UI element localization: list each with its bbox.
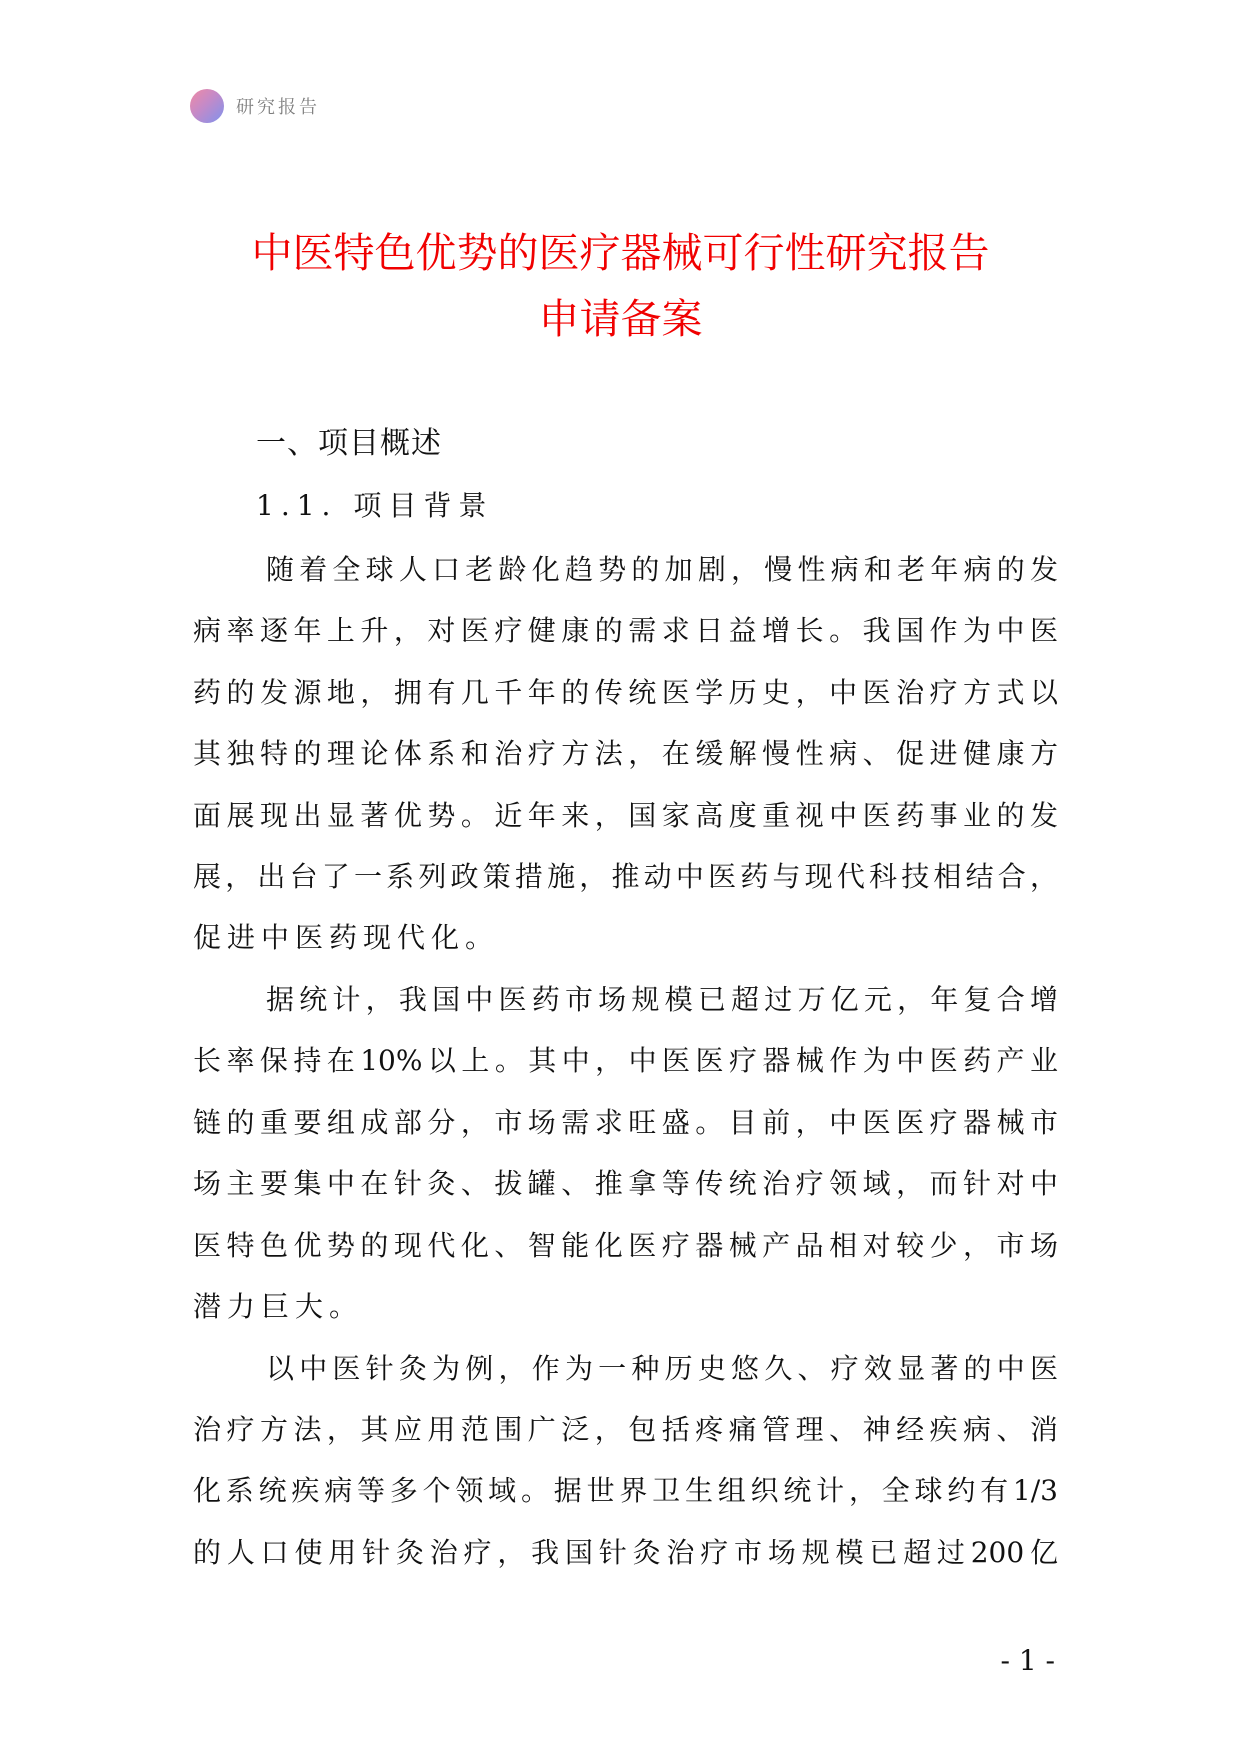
body-line: 的人口使用针灸治疗，我国针灸治疗市场规模已超过200亿 — [193, 1536, 1058, 1569]
body-line: 面展现出显著优势。近年来，国家高度重视中医药事业的发 — [193, 799, 1058, 832]
body-line: 链的重要组成部分，市场需求旺盛。目前，中医医疗器械市 — [193, 1106, 1058, 1139]
page-header — [190, 88, 320, 124]
body-line: 随着全球人口老龄化趋势的加剧，慢性病和老年病的发 — [266, 553, 1058, 586]
document-title-line-1: 中医特色优势的医疗器械可行性研究报告 — [251, 229, 990, 277]
body-line: 长率保持在10%以上。其中，中医医疗器械作为中医药产业 — [193, 1044, 1058, 1077]
subsection-heading: 1.1. 项目背景 — [256, 489, 494, 522]
section-heading: 一、项目概述 — [256, 426, 442, 461]
circle-gradient-icon — [190, 89, 224, 123]
body-line: 展，出台了一系列政策措施，推动中医药与现代科技相结合， — [193, 860, 1058, 893]
body-line: 以中医针灸为例，作为一种历史悠久、疗效显著的中医 — [266, 1352, 1058, 1385]
body-line: 潜力巨大。 — [193, 1290, 364, 1323]
body-line: 其独特的理论体系和治疗方法，在缓解慢性病、促进健康方 — [193, 737, 1058, 770]
body-line: 药的发源地，拥有几千年的传统医学历史，中医治疗方式以 — [193, 676, 1058, 709]
body-line: 病率逐年上升，对医疗健康的需求日益增长。我国作为中医 — [193, 614, 1058, 647]
page-number: - 1 - — [1000, 1644, 1055, 1677]
header-label: 研究报告 — [236, 97, 320, 118]
body-line: 促进中医药现代化。 — [193, 921, 500, 954]
document-title-line-2: 申请备案 — [538, 295, 703, 343]
body-line: 治疗方法，其应用范围广泛，包括疼痛管理、神经疾病、消 — [193, 1413, 1058, 1446]
body-line: 化系统疾病等多个领域。据世界卫生组织统计，全球约有1/3 — [193, 1474, 1058, 1507]
body-line: 据统计，我国中医药市场规模已超过万亿元，年复合增 — [266, 983, 1058, 1016]
body-line: 场主要集中在针灸、拔罐、推拿等传统治疗领域，而针对中 — [193, 1167, 1058, 1200]
body-line: 医特色优势的现代化、智能化医疗器械产品相对较少，市场 — [193, 1229, 1058, 1262]
document-title — [180, 220, 1061, 352]
